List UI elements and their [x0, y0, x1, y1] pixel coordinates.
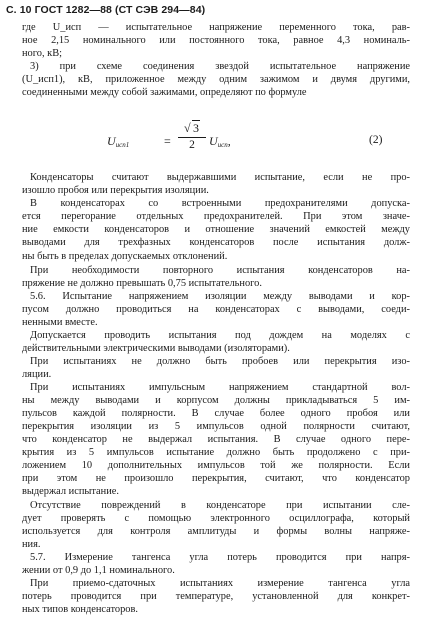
text-line: При необходимости повторного испытания конденсаторов на-: [30, 265, 410, 276]
text-line: соединенными между собой зажимами, определяют по формуле: [22, 87, 307, 98]
formula-number: (2): [369, 134, 383, 146]
text-line: 5.7. Измерение тангенса угла потерь проводится при напря-: [30, 552, 410, 563]
text-line: крытия из 5 импульсов испытание должно быть продолжено с при-: [22, 447, 410, 458]
text-line: При испытаниях не должно быть пробоев или перекрытия изо-: [30, 356, 410, 367]
text-line: ны между выводами и корпусом должны прикладываться 5 им-: [22, 395, 410, 406]
text-line: В конденсаторах со встроенными предохранителями допуска-: [30, 198, 410, 209]
formula-rhs: [209, 134, 231, 149]
text-line: При испытаниях импульсным напряжением стандартной вол-: [30, 382, 410, 393]
formula-rhs-var: U: [209, 134, 218, 148]
text-line: Допускается проводить испытания под дождем на моделях с: [30, 330, 410, 341]
text-line: ны быть в пределах допускаемых отклонений.: [22, 251, 228, 262]
text-line: пульсов каждой полярности. В случае более одного пробоя или: [22, 408, 410, 419]
text-line: ние емкости конденсаторов и отношение значений емкостей между: [22, 224, 410, 235]
text-line: потерь проводится при температуре, установленной для конкрет-: [22, 591, 410, 602]
text-line: дует проверять с помощью электронного осциллографа, который: [22, 513, 410, 524]
sqrt-sign: √: [184, 121, 191, 135]
formula-equals: =: [164, 134, 171, 148]
formula-fraction: [178, 120, 206, 152]
text-line: ное 2,15 номинального или постоянного тока, равное 4,3 номиналь-: [22, 35, 410, 46]
text-line: выдержал испытание.: [22, 486, 119, 497]
text-line: изошло пробоя или перекрытия изоляции.: [22, 185, 209, 196]
text-line: ется перегорание отдельных предохранителей. При этом значе-: [22, 211, 410, 222]
text-line: пусом должно проводиться на конденсаторах с выводами, соеди-: [22, 304, 410, 315]
text-line: При приемо-сдаточных испытаниях измерение тангенса угла: [30, 578, 410, 589]
text-line: перекрытия изоляции из 5 импульсов одной полярности считают,: [22, 421, 410, 432]
fraction-bar: [178, 137, 206, 138]
formula-lhs-var: U: [107, 134, 116, 148]
formula-lhs-sub: исп1: [115, 141, 130, 149]
text-line: при этом не произошло перекрытия, считают, что конденсатор: [22, 473, 410, 484]
text-line: что конденсатор не выдержал испытания. В случае одного пере-: [22, 434, 410, 445]
formula-numerator: [178, 120, 206, 136]
text-line: выводами для трехфазных конденсаторов после испытания долж-: [22, 237, 410, 248]
sqrt-radicand: 3: [193, 121, 199, 135]
text-line: ных типов конденсаторов.: [22, 604, 139, 615]
text-line: Отсутствие повреждений в конденсаторе при испытании сле-: [30, 500, 410, 511]
formula-denominator: 2: [189, 139, 195, 151]
formula-2: [0, 120, 423, 164]
text-line: ния.: [22, 539, 41, 550]
text-line: 3) при схеме соединения звездой испытательное напряжение: [30, 61, 410, 72]
formula-lhs: [107, 134, 129, 149]
formula-rhs-tail: ,: [227, 134, 231, 148]
text-line: ляции.: [22, 369, 52, 380]
text-line: действительными электрическими выводами (изоляторами).: [22, 343, 290, 354]
text-line: 5.6. Испытание напряжением изоляции между выводами и кор-: [30, 291, 410, 302]
text-line: ного, кВ;: [22, 48, 63, 59]
page-header: С. 10 ГОСТ 1282—88 (СТ СЭВ 294—84): [6, 4, 206, 16]
text-line: (U_исп1), кВ, приложенное между одним зажимом и двумя другими,: [22, 74, 410, 85]
formula-rhs-sub: исп: [217, 141, 228, 149]
text-line: пряжение не должно превышать 0,75 испытательного.: [22, 278, 262, 289]
text-line: где U_исп — испытательное напряжение переменного тока, рав-: [22, 22, 410, 33]
text-line: ложением 10 дополнительных импульсов той же полярности. Если: [22, 460, 410, 471]
text-line: ненными вместе.: [22, 317, 98, 328]
text-line: Конденсаторы считают выдержавшими испытание, если не про-: [30, 172, 410, 183]
text-line: жении от 0,9 до 1,1 номинального.: [22, 565, 175, 576]
text-line: используется для контроля амплитуды и формы волны напряже-: [22, 526, 410, 537]
